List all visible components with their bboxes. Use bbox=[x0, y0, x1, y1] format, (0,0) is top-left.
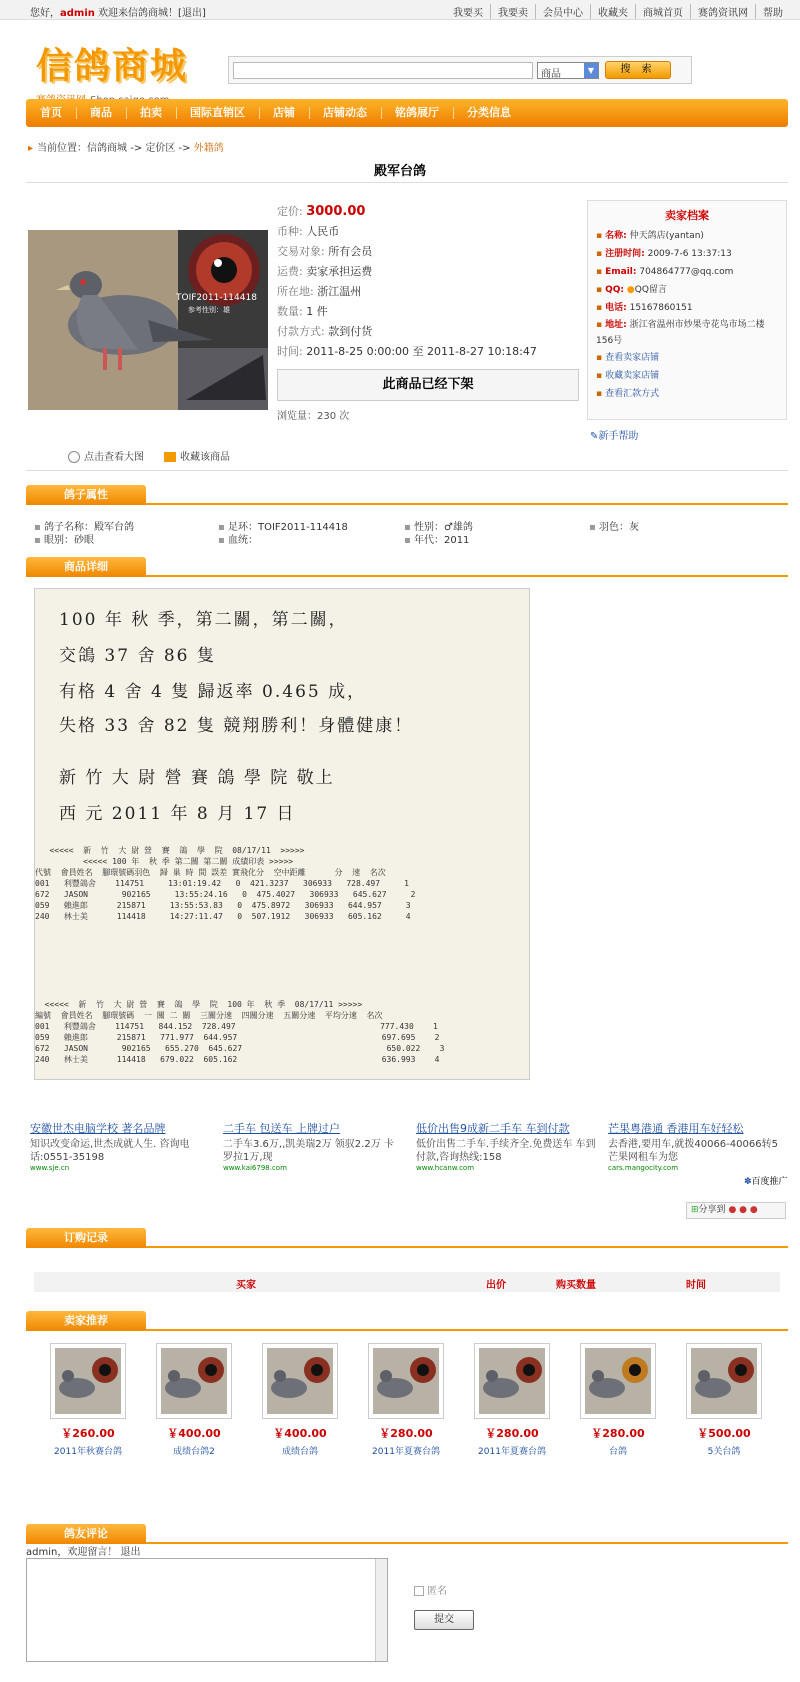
shipping-label: 运费: bbox=[277, 265, 303, 278]
audience-row bbox=[277, 242, 577, 262]
seller-panel bbox=[587, 200, 787, 420]
seller-reg-label: 注册时间: bbox=[605, 249, 645, 259]
bullet-icon: ▪ bbox=[596, 249, 603, 259]
view-shop-link[interactable]: 查看卖家店铺 bbox=[605, 353, 660, 363]
seller-qq-link[interactable]: QQ留言 bbox=[634, 285, 667, 295]
toplink-sell[interactable]: 我要卖 bbox=[490, 4, 535, 19]
breadcrumb-path[interactable]: 信鸽商城 -> 定价区 -> bbox=[87, 143, 191, 154]
seller-phone-label: 电话: bbox=[605, 303, 627, 313]
section-header-orders bbox=[26, 1226, 788, 1248]
seller-email-row bbox=[596, 263, 778, 281]
seller-link-pay[interactable] bbox=[596, 385, 778, 403]
username[interactable]: admin bbox=[60, 8, 95, 19]
seller-reg-row bbox=[596, 245, 778, 263]
pigeon-thumb bbox=[585, 1348, 651, 1414]
bullet-icon: ▪ bbox=[596, 285, 603, 295]
seller-phone-row bbox=[596, 299, 778, 317]
recommend-price: ￥400.00 bbox=[273, 1427, 327, 1440]
bullet-icon: ▪ bbox=[596, 353, 603, 363]
shipping-row bbox=[277, 262, 577, 282]
qty-value: 1 件 bbox=[306, 305, 328, 318]
recommend-price: ￥400.00 bbox=[167, 1427, 221, 1440]
anonymous-checkbox[interactable] bbox=[414, 1582, 447, 1597]
ad-item[interactable] bbox=[30, 1120, 210, 1172]
seller-email: 704864777@qq.com bbox=[639, 267, 734, 277]
ad-url[interactable]: www.hcanw.com bbox=[416, 1164, 475, 1172]
attr-color: ▪ 羽色：灰 bbox=[589, 518, 639, 533]
seller-name: 仲天鸽店(yantan) bbox=[629, 231, 704, 241]
greeting-prefix: 您好， bbox=[30, 8, 60, 19]
section-tab-orders: 订购记录 bbox=[26, 1228, 146, 1248]
section-header-detail bbox=[26, 555, 788, 577]
nav-home[interactable]: 首页 bbox=[40, 106, 62, 119]
payment-label: 付款方式: bbox=[277, 325, 325, 338]
payment-method-link[interactable]: 查看汇款方式 bbox=[605, 389, 660, 399]
nav-intl[interactable]: 国际直销区 bbox=[176, 99, 259, 127]
chevron-down-icon: ▼ bbox=[584, 63, 598, 78]
product-title: 殿军台鸽 bbox=[373, 164, 426, 179]
view-count: 浏览量：230 次 bbox=[277, 411, 350, 422]
baidu-label[interactable]: 百度推广 bbox=[751, 1177, 788, 1187]
doc-table-2: <<<<< 新 竹 大 尉 營 賽 鴿 學 院 100 年 秋 季 08/17/11 >>>>> 編號 會員姓名 腳環號碼 一 關 二 關 三關分速 四關分速 五關分速 平均分速 名次 001 利豐鴿舍 114751 844.152 728.497 777.430 1 059 賴進郎 215871 771.977 644.957 697.695 2 672 JASON 902165 655.270 645.627 650.022 3 240 林士美 114418 679.022 605.162 636.993 4 bbox=[35, 1000, 445, 1064]
ad-item[interactable] bbox=[416, 1120, 596, 1172]
share-label[interactable]: 分享到 bbox=[698, 1205, 726, 1215]
col-time: 时间 bbox=[686, 1280, 706, 1291]
pigeon-thumb bbox=[161, 1348, 227, 1414]
help-icon: ✎ bbox=[590, 431, 599, 442]
audience-value: 所有会员 bbox=[328, 245, 373, 258]
favorite-icon bbox=[164, 452, 176, 462]
attr-ring: ▪ 足环：TOIF2011-114418 bbox=[218, 518, 348, 533]
seller-addr-label: 地址: bbox=[605, 320, 627, 330]
toplink-favorites[interactable]: 收藏夹 bbox=[590, 4, 635, 19]
attr-sex: ▪ 性别：♂雄鸽 bbox=[404, 518, 473, 533]
top-bar bbox=[0, 0, 800, 20]
help-link[interactable] bbox=[590, 427, 638, 442]
section-header-comments bbox=[26, 1522, 788, 1544]
ad-desc: 去香港,要用车,就拨40066-40066转5 芒果网租车为您 bbox=[608, 1139, 778, 1163]
nav-gallery[interactable]: 铭鸽展厅 bbox=[381, 99, 453, 127]
col-qty: 购买数量 bbox=[556, 1280, 596, 1291]
breadcrumb-current[interactable]: 外籍鸽 bbox=[193, 143, 224, 154]
share-button[interactable] bbox=[686, 1202, 786, 1219]
nav-shops[interactable]: 店铺 bbox=[259, 99, 309, 127]
top-links bbox=[446, 4, 790, 19]
image-subcaption: 参考性别：雄 bbox=[188, 306, 230, 314]
recommend-name[interactable]: 成绩台鸽 bbox=[281, 1447, 318, 1457]
orders-table-header bbox=[34, 1272, 780, 1292]
recommend-thumb[interactable] bbox=[50, 1343, 126, 1419]
price-label: 定价: bbox=[277, 205, 303, 218]
doc-line-6: 西 元 2011 年 8 月 17 日 bbox=[59, 804, 296, 824]
recommend-price: ￥280.00 bbox=[485, 1427, 539, 1440]
seller-link-shop[interactable] bbox=[596, 349, 778, 367]
ad-title[interactable]: 安徽世杰电脑学校 著名品牌 bbox=[30, 1122, 166, 1135]
recommend-name[interactable]: 2011年秋赛台鸽 bbox=[54, 1447, 122, 1457]
attr-year: ▪ 年代：2011 bbox=[404, 531, 469, 546]
bullet-icon: ▪ bbox=[596, 267, 603, 277]
shipping-value: 卖家承担运费 bbox=[306, 265, 373, 278]
ad-desc: 低价出售二手车.手续齐全.免费送车 车到付款,咨询热线:158 bbox=[416, 1139, 596, 1163]
pigeon-thumb bbox=[373, 1348, 439, 1414]
price-value: 3000.00 bbox=[306, 204, 366, 219]
ad-desc: 二手车3.6万,,凯美瑞2万 领驭2.2万 卡罗拉1万,现 bbox=[223, 1139, 394, 1163]
recommend-item[interactable] bbox=[262, 1343, 338, 1457]
recommend-name[interactable]: 2011年夏赛台鸽 bbox=[372, 1447, 440, 1457]
favorite-label[interactable]: 收藏该商品 bbox=[180, 452, 230, 463]
help-label[interactable]: 新手帮助 bbox=[598, 431, 639, 442]
recommend-name[interactable]: 成绩台鸽2 bbox=[173, 1447, 215, 1457]
recommend-name[interactable]: 2011年夏赛台鸽 bbox=[478, 1447, 546, 1457]
recommend-item[interactable] bbox=[50, 1343, 126, 1457]
breadcrumb bbox=[28, 139, 224, 154]
recommend-price: ￥260.00 bbox=[61, 1427, 115, 1440]
ad-item[interactable] bbox=[608, 1120, 788, 1172]
doc-line-5: 新 竹 大 尉 營 賽 鴿 學 院 敬上 bbox=[59, 768, 335, 788]
payment-value: 款到付货 bbox=[328, 325, 373, 338]
ad-title[interactable]: 二手车 包送车 上牌过户 bbox=[223, 1122, 340, 1135]
section-tab-recommend: 卖家推荐 bbox=[26, 1311, 146, 1331]
recommend-thumb[interactable] bbox=[474, 1343, 550, 1419]
ad-url[interactable]: www.sje.cn bbox=[30, 1164, 70, 1172]
search-category-value: 商品 bbox=[541, 69, 561, 80]
recommend-item[interactable] bbox=[156, 1343, 232, 1457]
doc-table-1: <<<<< 新 竹 大 尉 營 賽 鴿 學 院 08/17/11 >>>>> <<<<< 100 年 秋 季 第二關 第二關 成績印表 >>>>> 代號 會員姓名 腳環號碼羽色 歸 巢 時 間 誤差 實飛化分 空中距離 分 速 名次 001 利豐鴿舍 114751 13:01:19.42 0 421.3237 306933 728.497 1 672 JASON 902165 13:55:24.16 0 475.4027 306933 645.627 2 059 賴進郎 215871 13:55:53.83 0 475.8972 306933 644.957 3 240 林士美 114418 14:27:11.47 0 507.1912 306933 605.162 4 bbox=[35, 846, 416, 921]
pigeon-thumb bbox=[55, 1348, 121, 1414]
baidu-ad-label[interactable] bbox=[744, 1174, 788, 1187]
magnifier-icon bbox=[68, 451, 80, 463]
share-icons: ● ● ● bbox=[728, 1205, 758, 1215]
toplink-home[interactable]: 商城首页 bbox=[635, 4, 690, 19]
main-nav bbox=[26, 99, 788, 127]
search-category-select[interactable] bbox=[537, 62, 599, 79]
currency-value: 人民币 bbox=[306, 225, 340, 238]
location-row bbox=[277, 282, 577, 302]
seller-link-fav[interactable] bbox=[596, 367, 778, 385]
bullet-icon: ▪ bbox=[596, 371, 603, 381]
bullet-icon: ▪ bbox=[596, 389, 603, 399]
ad-url[interactable]: www.kai6798.com bbox=[223, 1164, 287, 1172]
comment-user-line[interactable]: admin，欢迎留言！ 退出 bbox=[26, 1547, 141, 1558]
attr-bloodline: ▪ 血统： bbox=[218, 531, 258, 546]
nav-shop-news[interactable]: 店铺动态 bbox=[309, 99, 381, 127]
attr-name: ▪ 鸽子名称：殿军台鸽 bbox=[34, 518, 134, 533]
ad-title[interactable]: 芒果粤港通 香港用车好轻松 bbox=[608, 1122, 744, 1135]
product-info bbox=[277, 202, 577, 362]
pigeon-thumb bbox=[691, 1348, 757, 1414]
toplink-buy[interactable]: 我要买 bbox=[453, 8, 483, 19]
attr-eye: ▪ 眼别：砂眼 bbox=[34, 531, 94, 546]
recommend-name[interactable]: 台鸽 bbox=[608, 1447, 627, 1457]
comment-scrollbar[interactable] bbox=[375, 1559, 387, 1661]
recommend-thumb[interactable] bbox=[156, 1343, 232, 1419]
greeting-suffix[interactable]: 欢迎来信鸽商城！[退出] bbox=[94, 8, 206, 19]
checkbox-icon[interactable] bbox=[414, 1586, 424, 1596]
bullet-icon: ▪ bbox=[596, 231, 603, 241]
qty-label: 数量: bbox=[277, 305, 303, 318]
recommend-thumb[interactable] bbox=[686, 1343, 762, 1419]
pigeon-thumb bbox=[479, 1348, 545, 1414]
audience-label: 交易对象: bbox=[277, 245, 325, 258]
favorite-product-button[interactable] bbox=[164, 448, 230, 463]
paw-icon: ✽ bbox=[744, 1177, 752, 1187]
site-logo[interactable] bbox=[36, 38, 188, 106]
seller-qq-label: QQ: bbox=[605, 285, 625, 295]
seller-addr-row bbox=[596, 317, 778, 349]
seller-qq-row bbox=[596, 281, 778, 299]
bullet-icon: ▪ bbox=[596, 320, 603, 330]
search-bar bbox=[228, 56, 692, 84]
favorite-shop-link[interactable]: 收藏卖家店铺 bbox=[605, 371, 660, 381]
price-row bbox=[277, 202, 577, 222]
currency-row bbox=[277, 222, 577, 242]
status-banner: 此商品已经下架 bbox=[277, 369, 579, 401]
qty-row bbox=[277, 302, 577, 322]
toplink-help[interactable]: 帮助 bbox=[755, 4, 790, 19]
seller-phone: 15167860151 bbox=[629, 303, 693, 313]
detail-document-image bbox=[34, 588, 530, 1080]
section-header-recommend bbox=[26, 1309, 788, 1331]
recommend-thumb[interactable] bbox=[368, 1343, 444, 1419]
payment-row bbox=[277, 322, 577, 342]
view-large-button[interactable] bbox=[68, 448, 144, 463]
doc-line-4: 失格 33 舍 82 隻 競翔勝利！身體健康！ bbox=[59, 716, 414, 736]
section-tab-comments: 鸽友评论 bbox=[26, 1524, 146, 1544]
toplink-member[interactable]: 会员中心 bbox=[535, 4, 590, 19]
location-value: 浙江温州 bbox=[317, 285, 362, 298]
recommend-item[interactable] bbox=[686, 1343, 762, 1457]
search-button[interactable]: 搜 索 bbox=[605, 61, 671, 79]
recommend-price: ￥280.00 bbox=[379, 1427, 433, 1440]
section-header-attributes bbox=[26, 483, 788, 505]
breadcrumb-marker-icon: ▸ bbox=[28, 143, 34, 154]
recommend-price: ￥280.00 bbox=[591, 1427, 645, 1440]
anonymous-label: 匿名 bbox=[427, 1586, 447, 1597]
doc-line-3: 有格 4 舍 4 隻 歸返率 0.465 成， bbox=[59, 682, 367, 702]
col-bid: 出价 bbox=[486, 1280, 506, 1291]
bullet-icon: ▪ bbox=[596, 303, 603, 313]
toplink-news[interactable]: 赛鸽资讯网 bbox=[690, 4, 755, 19]
ad-item[interactable] bbox=[223, 1120, 403, 1172]
qq-penguin-icon: ● bbox=[626, 285, 635, 295]
recommend-thumb[interactable] bbox=[262, 1343, 338, 1419]
ad-url[interactable]: cars.mangocity.com bbox=[608, 1164, 679, 1172]
doc-line-2: 交鴿 37 舍 86 隻 bbox=[59, 646, 216, 666]
logo-title: 信鸽商城 bbox=[36, 45, 189, 87]
time-value: 2011-8-25 0:00:00 至 2011-8-27 10:18:47 bbox=[306, 345, 537, 358]
currency-label: 币种: bbox=[277, 225, 303, 238]
plus-icon: ⊞ bbox=[691, 1205, 699, 1215]
comment-textarea[interactable] bbox=[26, 1558, 388, 1662]
divider bbox=[26, 470, 788, 471]
view-large-label[interactable]: 点击查看大图 bbox=[84, 452, 144, 463]
breadcrumb-prefix: 当前位置： bbox=[37, 143, 88, 154]
ad-desc: 知识改变命运,世杰成就人生. 咨询电话:0551-35198 bbox=[30, 1139, 190, 1163]
ad-title[interactable]: 低价出售9成新二手车 车到付款 bbox=[416, 1122, 570, 1135]
nav-auction[interactable]: 拍卖 bbox=[126, 99, 176, 127]
product-image[interactable] bbox=[28, 230, 268, 410]
nav-products[interactable]: 商品 bbox=[76, 99, 126, 127]
location-label: 所在地: bbox=[277, 285, 314, 298]
pigeon-thumb bbox=[267, 1348, 333, 1414]
seller-reg: 2009-7-6 13:37:13 bbox=[647, 249, 732, 259]
nav-classifieds[interactable]: 分类信息 bbox=[453, 99, 525, 127]
recommend-name[interactable]: 5关台鸽 bbox=[707, 1447, 741, 1457]
image-caption: TOIF2011-114418 bbox=[176, 293, 257, 303]
section-tab-attributes: 鸽子属性 bbox=[26, 485, 146, 505]
pigeon-photo bbox=[28, 230, 268, 410]
recommend-item[interactable] bbox=[474, 1343, 550, 1457]
seller-email-label: Email: bbox=[605, 267, 637, 277]
divider bbox=[26, 182, 788, 183]
recommend-thumb[interactable] bbox=[580, 1343, 656, 1419]
recommend-price: ￥500.00 bbox=[697, 1427, 751, 1440]
seller-name-row bbox=[596, 227, 778, 245]
time-row bbox=[277, 342, 577, 362]
seller-name-label: 名称: bbox=[605, 231, 627, 241]
recommend-item[interactable] bbox=[368, 1343, 444, 1457]
seller-addr: 浙江省温州市炒果寺花鸟市场二楼156号 bbox=[596, 320, 765, 346]
doc-line-1: 100 年 秋 季，第二關，第二關， bbox=[59, 610, 348, 630]
seller-heading: 卖家档案 bbox=[665, 209, 709, 222]
recommend-item[interactable] bbox=[580, 1343, 656, 1457]
image-actions bbox=[68, 448, 230, 463]
search-input[interactable] bbox=[233, 62, 533, 79]
submit-comment-button[interactable]: 提交 bbox=[414, 1610, 474, 1630]
time-label: 时间: bbox=[277, 345, 303, 358]
section-tab-detail: 商品详细 bbox=[26, 557, 146, 577]
col-buyer: 买家 bbox=[236, 1280, 256, 1291]
greeting bbox=[30, 4, 206, 19]
